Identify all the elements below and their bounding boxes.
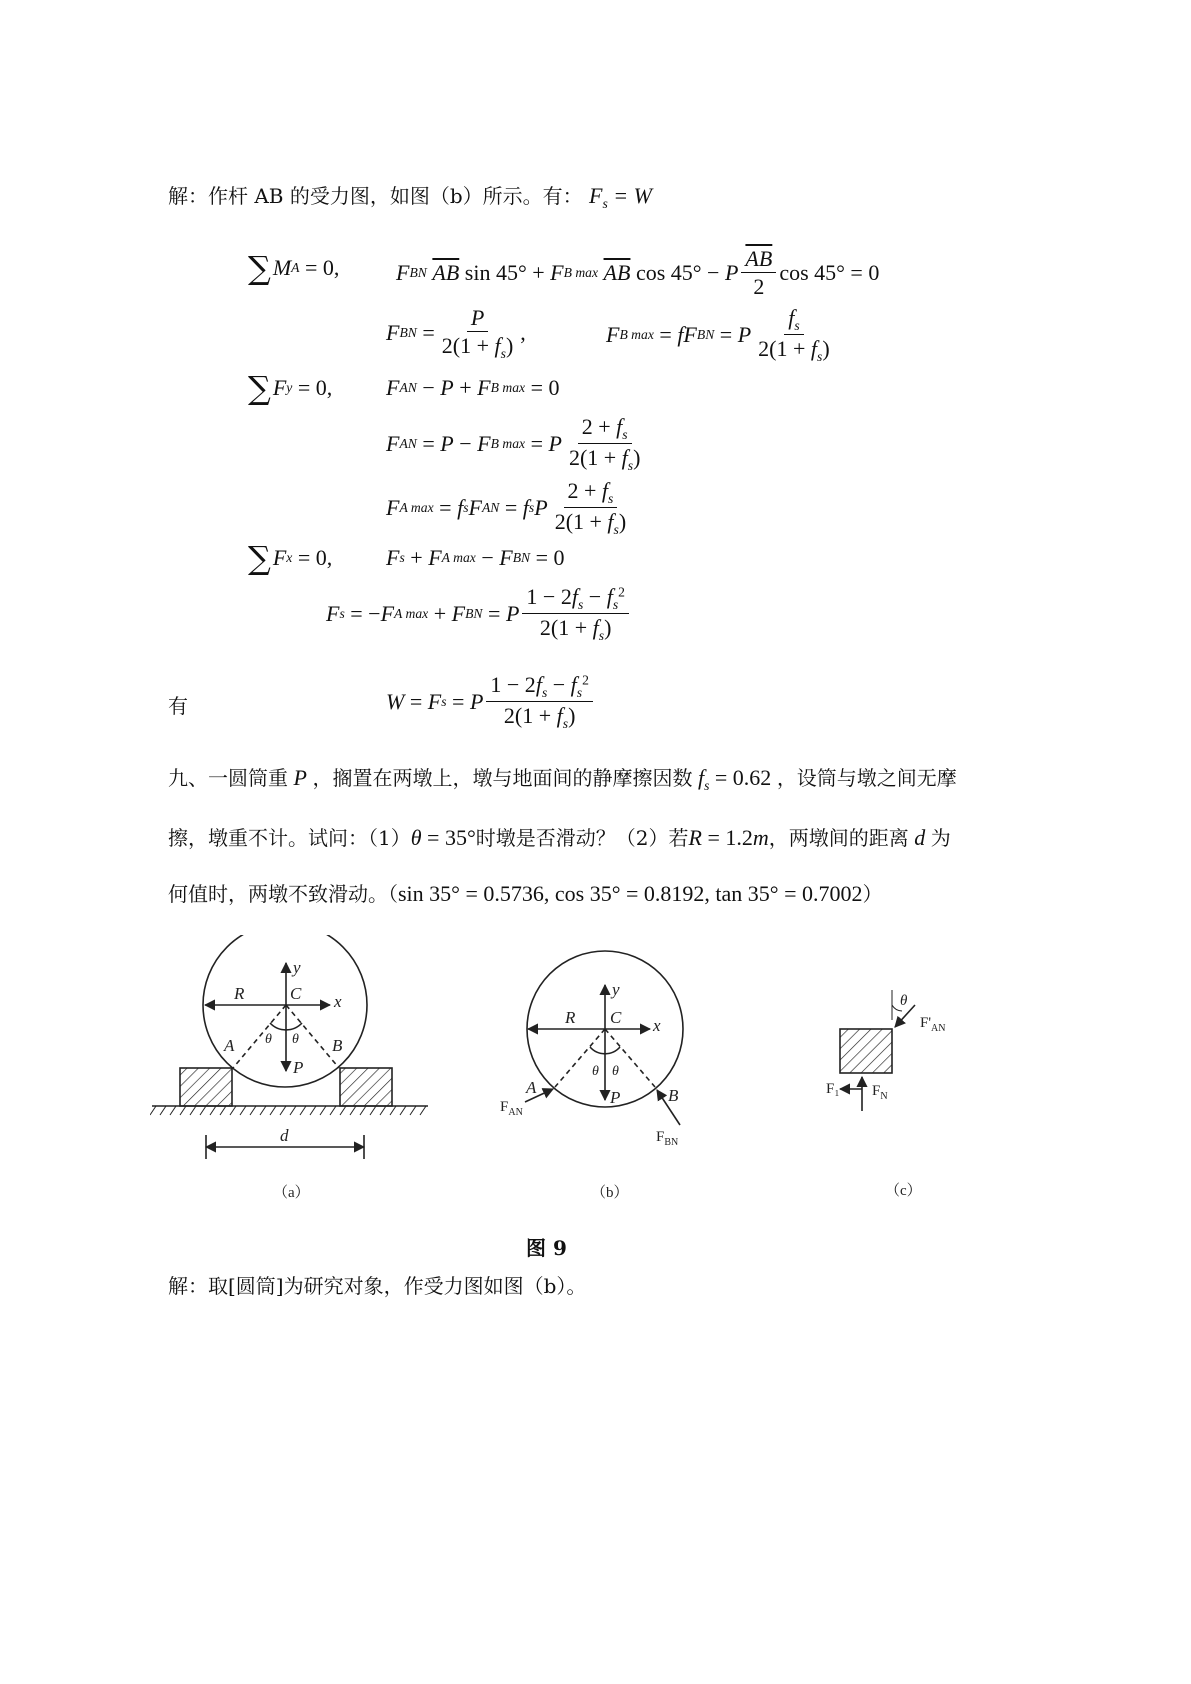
- moment-equation: F BN $\overline{AB}$ sin 45° + F B max $\overline{AB}$ cos 45° − P $\frac{\overline{AB}}{2}$ cos 45° = 0: [396, 246, 880, 300]
- label-theta-a1: θ: [265, 1032, 272, 1047]
- label-y-a: y: [293, 958, 301, 977]
- intro-line: [168, 180, 652, 212]
- label-theta-a2: θ: [292, 1032, 299, 1047]
- label-R-a: R: [234, 984, 245, 1003]
- label-FBN: $F_{BN}$: [656, 1129, 679, 1148]
- panel-b-diagram: [525, 951, 683, 1125]
- panel-c-caption: （c）: [885, 1183, 922, 1199]
- label-P-a: P: [293, 1058, 304, 1077]
- label-y-b: y: [612, 980, 620, 999]
- figure-caption: 图 9: [526, 1236, 567, 1260]
- sum-fx-label: ∑ F x = 0,: [248, 539, 333, 577]
- label-x-a: x: [334, 992, 342, 1011]
- problem-line-3: 何值时，两墩不致滑动。（sin 35° = 0.5736, cos 35° = 0.8192, tan 35° = 0.7002）: [168, 881, 883, 906]
- label-B-b: B: [668, 1086, 679, 1105]
- label-F1: F₁: [826, 1081, 840, 1097]
- intro-text: 解：作杆 AB 的受力图，如图（b）所示。有：: [168, 184, 583, 208]
- problem-line-2: 擦，墩重不计。试问：（1）θ = 35°时墩是否滑动？（2）若R = 1.2m，两墩间的距离 d 为: [168, 825, 951, 850]
- label-theta-c: θ: [900, 993, 908, 1009]
- sum-moment-eq: ∑ M A = 0,: [248, 249, 340, 287]
- label-A-b: A: [526, 1078, 537, 1097]
- intro-formula: $F_s = W$: [589, 183, 652, 211]
- FBN-equation: F BN = $\frac{P}{2(1 + f_s)}$ ,: [386, 305, 526, 362]
- figure-9: [150, 935, 970, 1215]
- label-theta-b2: θ: [612, 1064, 619, 1079]
- sum-fy-label: ∑ F y = 0,: [248, 369, 333, 407]
- Fs-equation: F s = − F A max + F BN = P $\frac{1 - 2f_s - f_s^2}{2(1 + f_s)}$: [326, 584, 632, 644]
- label-C-b: C: [610, 1008, 622, 1027]
- label-C-a: C: [290, 984, 302, 1003]
- label-A-a: A: [224, 1036, 235, 1055]
- label-d: d: [280, 1126, 289, 1145]
- label-B-a: B: [332, 1036, 343, 1055]
- label-theta-b1: θ: [592, 1064, 599, 1079]
- problem-line-1: 九、一圆筒重 P ，搁置在两墩上，墩与地面间的静摩擦因数 $f_s = 0.62$ ，设筒与墩之间无摩: [168, 765, 957, 793]
- you-label: 有: [168, 694, 188, 718]
- panel-a-caption: （a）: [273, 1185, 310, 1201]
- sum-fx-eq: F s + F A max − F BN = 0: [386, 545, 565, 570]
- solution-text: 解：取[圆筒]为研究对象，作受力图如图（b）。: [168, 1274, 587, 1298]
- W-equation: W = F s = P $\frac{1 - 2f_s - f_s^2}{2(1 + f_s)}$: [386, 672, 596, 732]
- sum-fy-eq: F AN − P + F B max = 0: [386, 375, 560, 400]
- panel-b-caption: （b）: [591, 1185, 629, 1201]
- FAN-equation: F AN = P − F B max = P $\frac{2 + f_s}{2(1 + f_s)}$: [386, 414, 641, 474]
- label-FAN: $F_{AN}$: [500, 1099, 523, 1118]
- label-FN: $F_N$: [872, 1083, 888, 1102]
- panel-a-diagram: [150, 935, 428, 1159]
- FAmax-equation: F A max = f s F AN = f s P $\frac{2 + f_s}{2(1 + f_s)}$: [386, 478, 627, 538]
- label-FAN-prime: $F'_{AN}$: [920, 1015, 946, 1034]
- label-P-b: P: [610, 1088, 621, 1107]
- label-x-b: x: [653, 1016, 661, 1035]
- label-R-b: R: [565, 1008, 576, 1027]
- FBmax-equation: F B max = fF BN = P $\frac{f_s}{2(1 + f_s)}$: [606, 305, 830, 365]
